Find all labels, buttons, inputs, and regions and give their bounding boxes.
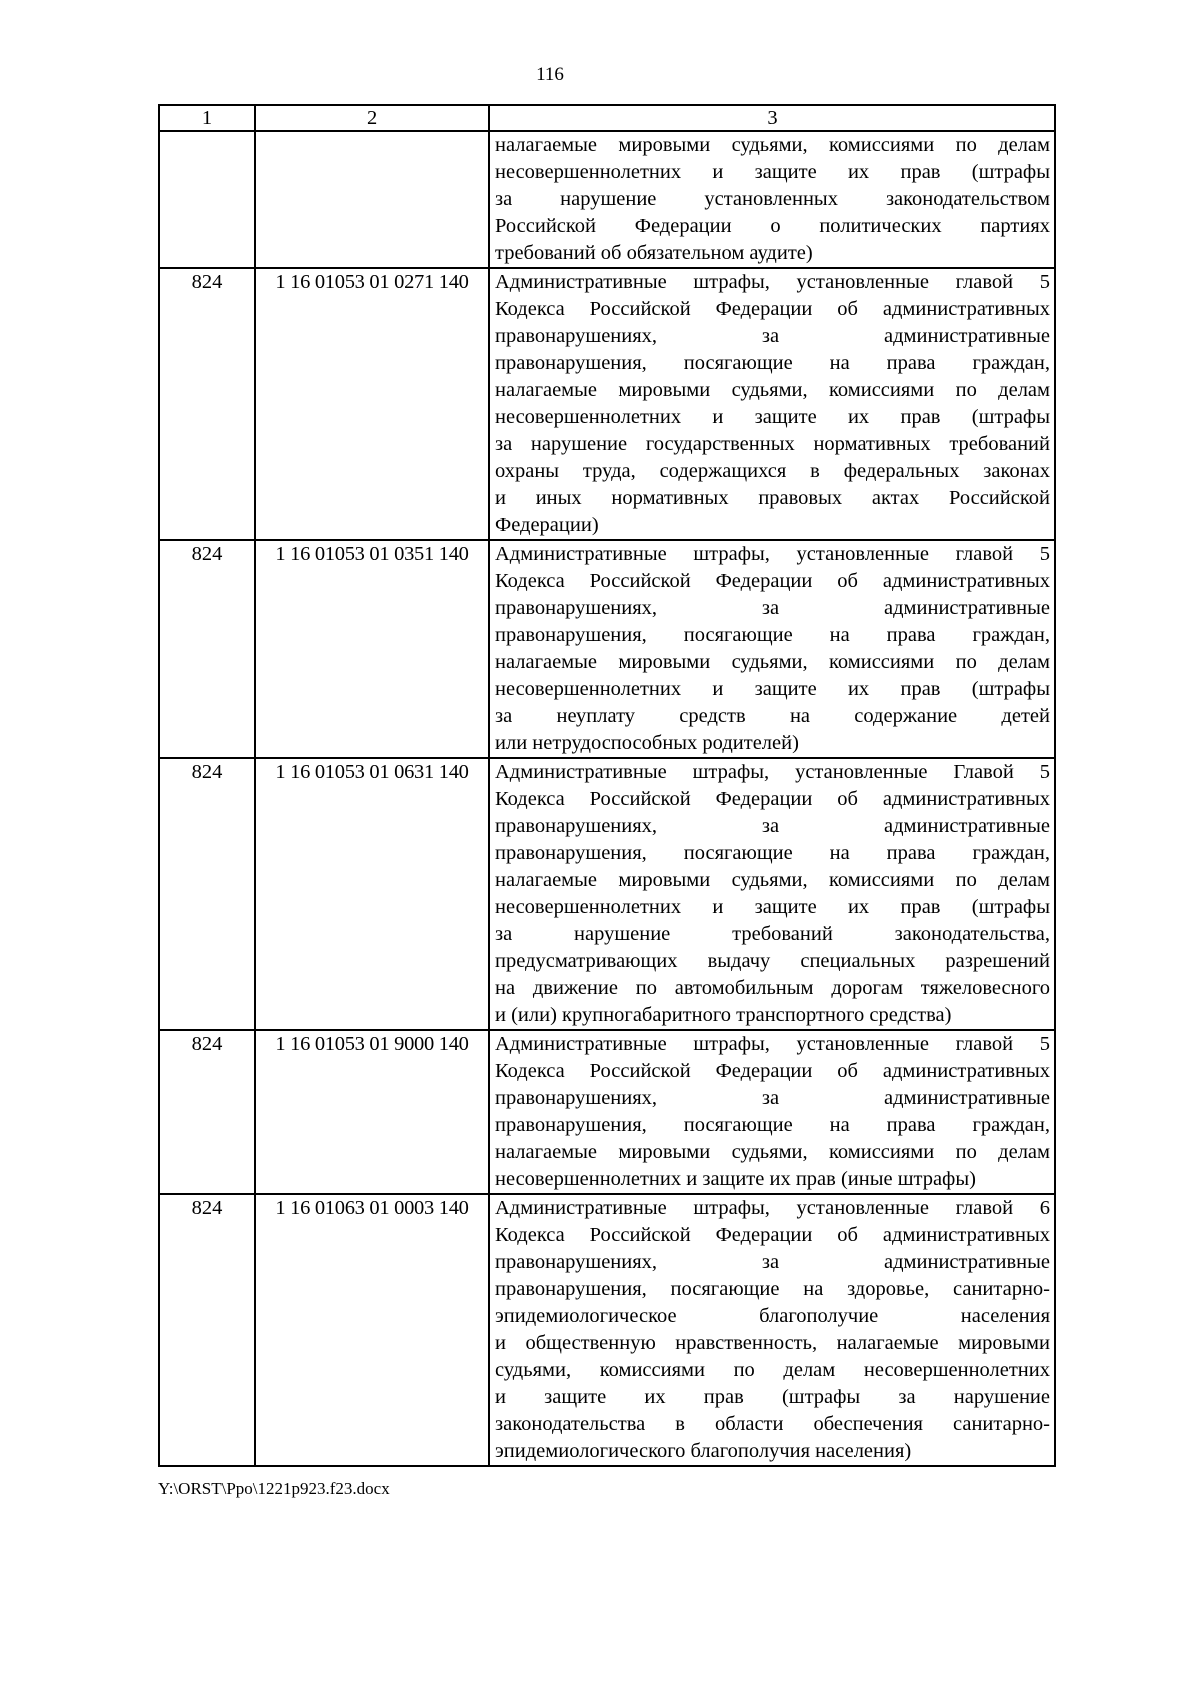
description-line: Административные штрафы, установленные главой 5 bbox=[495, 271, 1050, 293]
description-line: правонарушения, посягающие на права граждан, bbox=[495, 624, 1050, 646]
budget-classification-code-cell: 1 16 01063 01 0003 140 bbox=[255, 1194, 489, 1466]
description-line: предусматривающих выдачу специальных разрешений bbox=[495, 950, 1050, 972]
description-line: Административные штрафы, установленные главой 5 bbox=[495, 1033, 1050, 1055]
budget-classification-code-cell: 1 16 01053 01 0351 140 bbox=[255, 540, 489, 758]
header-col-1: 1 bbox=[159, 105, 255, 131]
table-row bbox=[159, 540, 1055, 758]
description-line: Кодекса Российской Федерации об административных bbox=[495, 1224, 1050, 1246]
description-line: законодательства в области обеспечения санитарно- bbox=[495, 1413, 1050, 1435]
description-line: и общественную нравственность, налагаемые мировыми bbox=[495, 1332, 1050, 1354]
description-line: правонарушениях, за административные bbox=[495, 597, 1050, 619]
description-line: Административные штрафы, установленные Главой 5 bbox=[495, 761, 1050, 783]
header-col-2: 2 bbox=[255, 105, 489, 131]
description-line: за неуплату средств на содержание детей bbox=[495, 705, 1050, 727]
description-line: Административные штрафы, установленные главой 5 bbox=[495, 543, 1050, 565]
budget-classification-code-cell: 1 16 01053 01 0631 140 bbox=[255, 758, 489, 1030]
description-line: правонарушениях, за административные bbox=[495, 1087, 1050, 1109]
description-line: несовершеннолетних и защите их прав (иные штрафы) bbox=[495, 1168, 976, 1190]
description-line: несовершеннолетних и защите их прав (штрафы bbox=[495, 896, 1050, 918]
admin-code-cell: 824 bbox=[159, 1030, 255, 1194]
description-cell bbox=[489, 131, 1055, 268]
admin-code-cell: 824 bbox=[159, 758, 255, 1030]
description-line: налагаемые мировыми судьями, комиссиями по делам bbox=[495, 379, 1050, 401]
budget-classification-code-cell: 1 16 01053 01 0271 140 bbox=[255, 268, 489, 540]
admin-code-cell: 824 bbox=[159, 268, 255, 540]
description-line: несовершеннолетних и защите их прав (штрафы bbox=[495, 161, 1050, 183]
description-cell bbox=[489, 540, 1055, 758]
description-line: за нарушение государственных нормативных требований bbox=[495, 433, 1050, 455]
description-line: или нетрудоспособных родителей) bbox=[495, 732, 799, 754]
page-number: 116 bbox=[536, 64, 564, 85]
admin-code-cell: 824 bbox=[159, 1194, 255, 1466]
description-line: Кодекса Российской Федерации об административных bbox=[495, 788, 1050, 810]
table-header-row bbox=[159, 105, 1055, 131]
description-line: эпидемиологическое благополучие населения bbox=[495, 1305, 1050, 1327]
description-cell bbox=[489, 1030, 1055, 1194]
description-line: Административные штрафы, установленные главой 6 bbox=[495, 1197, 1050, 1219]
description-line: требований об обязательном аудите) bbox=[495, 242, 813, 264]
description-line: несовершеннолетних и защите их прав (штрафы bbox=[495, 406, 1050, 428]
description-line: судьями, комиссиями по делам несовершеннолетних bbox=[495, 1359, 1050, 1381]
description-line: Кодекса Российской Федерации об административных bbox=[495, 1060, 1050, 1082]
description-cell bbox=[489, 1194, 1055, 1466]
description-line: правонарушения, посягающие на здоровье, санитарно- bbox=[495, 1278, 1050, 1300]
description-line: за нарушение установленных законодательством bbox=[495, 188, 1050, 210]
description-line: несовершеннолетних и защите их прав (штрафы bbox=[495, 678, 1050, 700]
description-line: эпидемиологического благополучия населения) bbox=[495, 1440, 912, 1462]
table-row bbox=[159, 268, 1055, 540]
budget-classification-code-cell: 1 16 01053 01 9000 140 bbox=[255, 1030, 489, 1194]
budget-classification-code-cell bbox=[255, 131, 489, 268]
description-line: налагаемые мировыми судьями, комиссиями по делам bbox=[495, 869, 1050, 891]
description-line: Федерации) bbox=[495, 514, 599, 536]
admin-code-cell bbox=[159, 131, 255, 268]
description-line: правонарушениях, за административные bbox=[495, 815, 1050, 837]
table-row bbox=[159, 131, 1055, 268]
description-line: и защите их прав (штрафы за нарушение bbox=[495, 1386, 1050, 1408]
footer-file-path: Y:\ORST\Ppo\1221p923.f23.docx bbox=[158, 1479, 390, 1498]
revenue-codes-table bbox=[158, 104, 1056, 1467]
description-line: правонарушениях, за административные bbox=[495, 325, 1050, 347]
description-cell bbox=[489, 758, 1055, 1030]
description-line: и иных нормативных правовых актах Российской bbox=[495, 487, 1050, 509]
table-row bbox=[159, 758, 1055, 1030]
admin-code-cell: 824 bbox=[159, 540, 255, 758]
description-line: правонарушения, посягающие на права граждан, bbox=[495, 842, 1050, 864]
description-line: на движение по автомобильным дорогам тяжеловесного bbox=[495, 977, 1050, 999]
description-line: налагаемые мировыми судьями, комиссиями по делам bbox=[495, 1141, 1050, 1163]
description-line: правонарушения, посягающие на права граждан, bbox=[495, 352, 1050, 374]
table-row bbox=[159, 1030, 1055, 1194]
table-body bbox=[159, 105, 1055, 1466]
header-col-3: 3 bbox=[489, 105, 1055, 131]
description-line: правонарушения, посягающие на права граждан, bbox=[495, 1114, 1050, 1136]
description-line: охраны труда, содержащихся в федеральных законах bbox=[495, 460, 1050, 482]
table-row bbox=[159, 1194, 1055, 1466]
description-line: Российской Федерации о политических партиях bbox=[495, 215, 1050, 237]
description-line: налагаемые мировыми судьями, комиссиями по делам bbox=[495, 651, 1050, 673]
description-line: и (или) крупногабаритного транспортного средства) bbox=[495, 1004, 952, 1026]
description-line: Кодекса Российской Федерации об административных bbox=[495, 570, 1050, 592]
description-line: правонарушениях, за административные bbox=[495, 1251, 1050, 1273]
description-line: Кодекса Российской Федерации об административных bbox=[495, 298, 1050, 320]
description-line: налагаемые мировыми судьями, комиссиями по делам bbox=[495, 134, 1050, 156]
description-line: за нарушение требований законодательства, bbox=[495, 923, 1050, 945]
description-cell bbox=[489, 268, 1055, 540]
